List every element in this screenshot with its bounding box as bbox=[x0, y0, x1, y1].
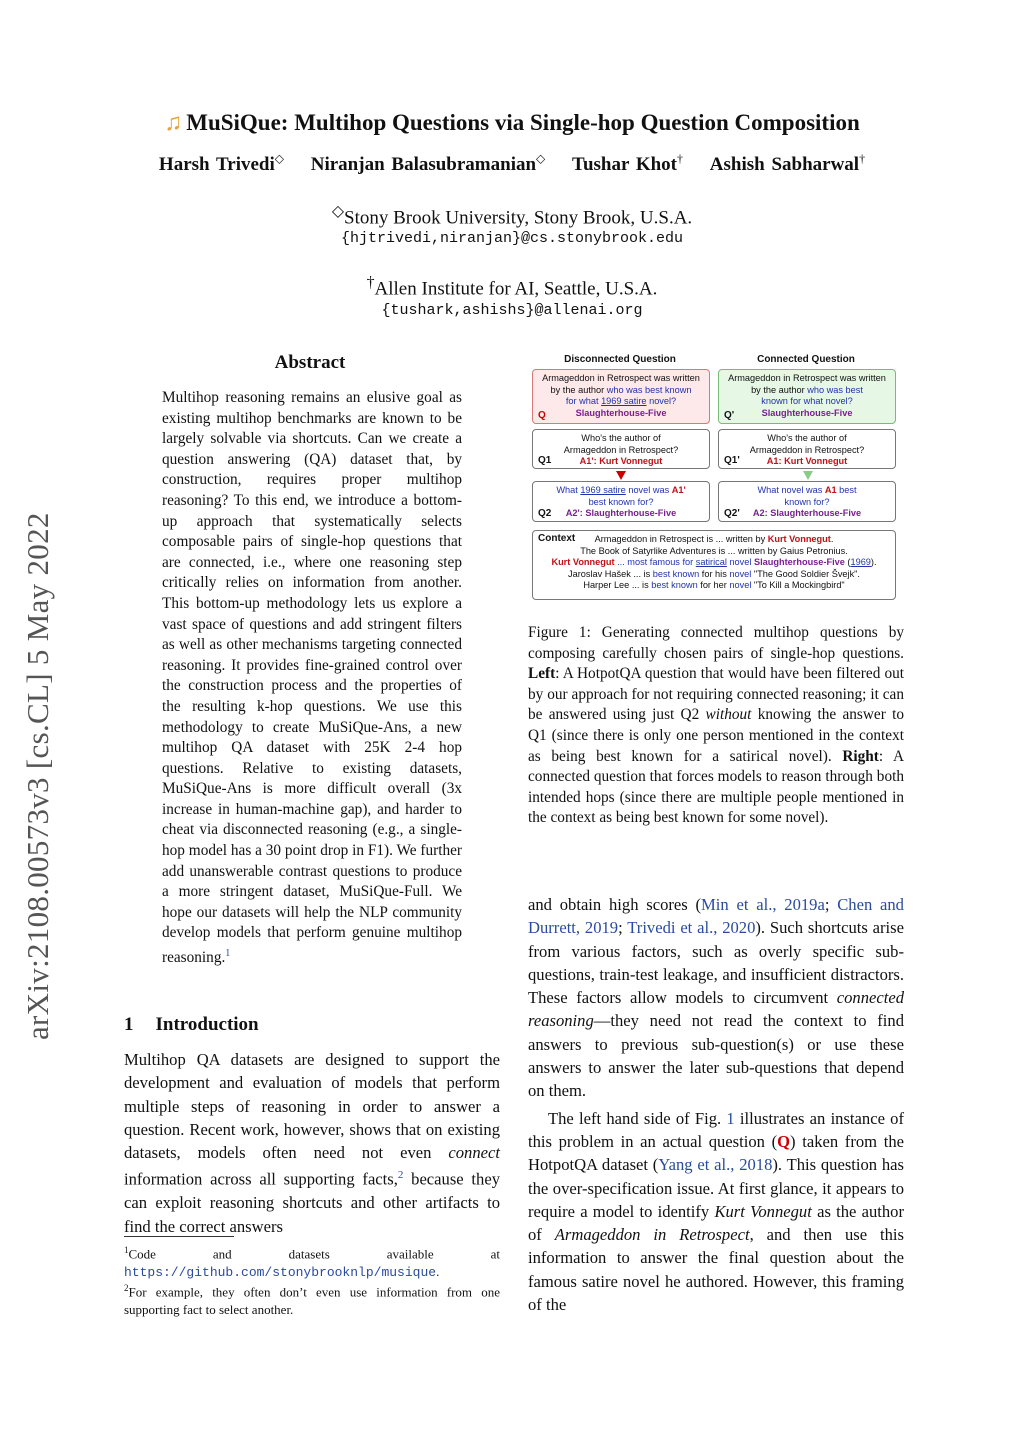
affiliation: †Allen Institute for AI, Seattle, U.S.A. bbox=[366, 274, 658, 300]
disconnected-header: Disconnected Question bbox=[564, 354, 676, 365]
section-heading: 1 Introduction bbox=[124, 1014, 259, 1035]
question-box-q1-prime: Who's the author of Armageddon in Retrospect? A1: Kurt Vonnegut Q1' bbox=[718, 429, 896, 469]
question-box-q2-prime: What novel was A1 best known for? A2: Slaughterhouse-Five Q2' bbox=[718, 481, 896, 522]
paragraph: The left hand side of Fig. 1 illustrates an instance of this problem in an actual question (Q) taken from the HotpotQA dataset (Yang et al., 2018). This question has the over-specification issue. At first glance, it appears to require a model to identify Kurt Vonnegut as the author of Armageddon in Retrospect, and then use this information to answer the final question about the famous satire novel he authored. However, this framing of the bbox=[528, 1108, 904, 1315]
question-box-q1: Who's the author of Armageddon in Retrospect? A1': Kurt Vonnegut Q1 bbox=[532, 429, 710, 469]
context-box: Context Armageddon in Retrospect is ... written by Kurt Vonnegut. The Book of Satyrlike Adventures is ... written by Gaius Petronius. Kurt Vonnegut ... most famous for satirical novel Slaughterhouse-Five (1969). Jaroslav Hašek ... is best known for his novel "The Good Soldier Švejk". Harper Lee ... is best known for her novel "To Kill a Mockingbird" bbox=[532, 530, 896, 600]
arxiv-identifier: arXiv:2108.00573v3 [cs.CL] 5 May 2022 bbox=[20, 512, 55, 1040]
right-column-body bbox=[528, 893, 904, 1316]
paper-title: ♫ MuSiQue: Multihop Questions via Single-hop Question Composition bbox=[164, 110, 860, 136]
question-box-q2: What 1969 satire novel was A1' best known for? A2': Slaughterhouse-Five Q2 bbox=[532, 481, 710, 522]
citation-link[interactable]: Chen and Durrett, 2019 bbox=[528, 895, 904, 938]
arrow-down-icon bbox=[803, 471, 813, 480]
footnote: $^1$Code and datasets available at https://github.com/stonybrooknlp/musique. bbox=[124, 1245, 500, 1281]
music-note-icon: ♫ bbox=[164, 110, 183, 136]
question-box-q-prime: Armageddon in Retrospect was written by the author who was best known for what novel? Slaughterhouse-Five Q' bbox=[718, 369, 896, 424]
connected-header: Connected Question bbox=[757, 354, 855, 365]
citation-link[interactable]: Yang et al., 2018 bbox=[658, 1155, 773, 1175]
paragraph: and obtain high scores (Min et al., 2019a; Chen and Durrett, 2019; Trivedi et al., 2020). Such shortcuts arise from various factors, such as overly specific sub-questions, train-test leakage, and insufficient distractors. These factors allow models to circumvent connected reasoning—they need not read the context to find answers to previous sub-question(s) or use these answers to answer the later sub-questions that depend on them. bbox=[528, 895, 904, 1101]
abstract-text: Multihop reasoning remains an elusive goal as existing multihop benchmarks are known to be largely solvable via shortcuts. Can we create a question answering (QA) dataset that, by construction, requires proper multihop reasoning? To this end, we introduce a bottom-up approach that systematically selects composable pairs of single-hop questions that are connected, i.e., where one reasoning step critically relies on information from another. This bottom-up methodology lets us explore a vast space of questions and add stringent filters as well as other mechanisms targeting connected reasoning. It provides fine-grained control over the construction process and the properties of the resulting k-hop questions. We use this methodology to create MuSiQue-Ans, a new multihop QA dataset with 25K 2-4 hop questions. Relative to existing datasets, MuSiQue-Ans is more difficult overall (3x increase in human-machine gap), and harder to cheat via disconnected reasoning (e.g., a single-hop model has a 30 point drop in F1). We further add unanswerable contrast questions to produce a more stringent dataset, MuSiQue-Full. We hope our datasets will help the NLP community develop models that perform genuine multihop reasoning.$^1$ bbox=[162, 389, 462, 967]
citation-link[interactable]: Min et al., 2019a bbox=[701, 895, 825, 914]
author: Tushar Khot† bbox=[572, 152, 684, 176]
author: Harsh Trivedi◇ bbox=[158, 152, 284, 176]
question-box-q: Armageddon in Retrospect was written by the author who was best known for what 1969 satire novel? Slaughterhouse-Five Q bbox=[532, 369, 710, 424]
author-list bbox=[0, 152, 1024, 176]
footnote: $^2$For example, they often don’t even use information from one supporting fact to select another. bbox=[124, 1283, 500, 1318]
affiliation-emails: {tushark,ashishs}@allenai.org bbox=[381, 302, 643, 319]
figure-ref-link[interactable]: 1 bbox=[726, 1108, 735, 1128]
intro-paragraph: Multihop QA datasets are designed to support the development and evaluation of models that perform multiple steps of reasoning in order to answer a question. Recent work, however, shows that on existing datasets, models often need not even connect information across all supporting facts,$^2$ because they can exploit reasoning shortcuts and other artifacts to find the correct answers bbox=[124, 1050, 500, 1236]
affiliation-emails: {hjtrivedi,niranjan}@cs.stonybrook.edu bbox=[340, 230, 684, 247]
footnote-rule bbox=[124, 1236, 234, 1237]
affiliation: ◇Stony Brook University, Stony Brook, U.S.A. bbox=[331, 203, 693, 229]
author: Niranjan Balasubramanian◇ bbox=[310, 152, 546, 176]
arrow-down-icon bbox=[616, 471, 626, 480]
code-link[interactable]: https://github.com/stonybrooknlp/musique bbox=[124, 1265, 437, 1281]
figure-caption: Figure 1: Generating connected multihop questions by composing carefully chosen pairs of single-hop questions. Left: A HotpotQA question that would have been filtered out by our approach for not requiring connected reasoning; it can be answered using just Q2 without knowing the answer to Q1 (since there is only one person mentioned in the context as being best known for a satirical novel). Right: A connected question that forces models to reason through both intended hops (since there are multiple people mentioned in the context as being best known for some novel). bbox=[528, 624, 905, 827]
citation-link[interactable]: Trivedi et al., 2020 bbox=[627, 918, 756, 938]
abstract-heading: Abstract bbox=[274, 352, 346, 373]
figure-1 bbox=[530, 352, 898, 602]
author: Ashish Sabharwal† bbox=[709, 152, 866, 176]
